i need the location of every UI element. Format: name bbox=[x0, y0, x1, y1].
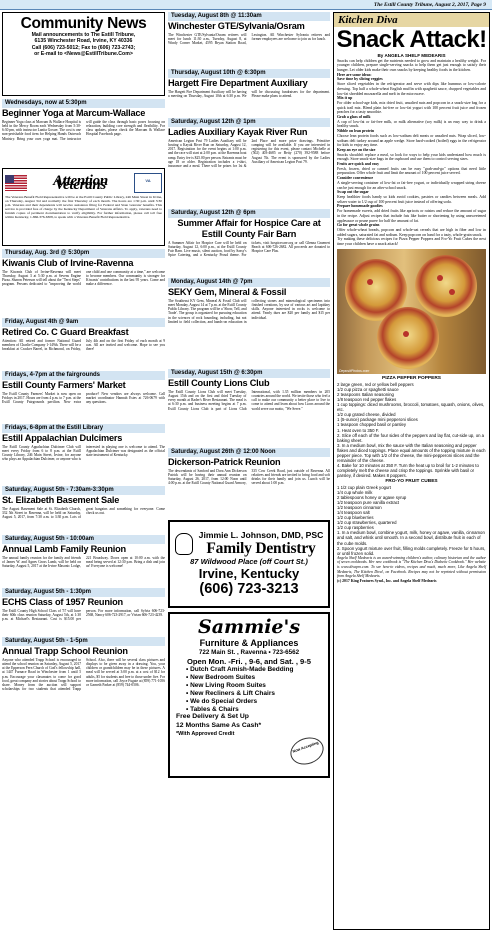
tip-heading: Go for great whole grains bbox=[337, 223, 380, 228]
event-item bbox=[2, 588, 165, 634]
tips-list bbox=[334, 77, 489, 237]
recipe-line: 1. Heat oven to 350 F. bbox=[337, 427, 380, 433]
event-item bbox=[2, 99, 165, 165]
event-date: Thursday, Aug. 3rd @ 5:30pm bbox=[2, 249, 165, 258]
event-body: The Estill County High School Class of '57 will have their 60th class reunion Saturday, August 5th, at 1:30 p.m. at Michael's Restaurant. Cost is $15.00 per person. For more information, call Sylvia 606-723-2568, Nancy 606-723-2917, or Vivian 606-723-4239. bbox=[2, 609, 165, 622]
contact-line: 6135 Winchester Road, Irvine, KY 40336 bbox=[34, 38, 133, 45]
event-item bbox=[2, 637, 165, 738]
community-news-masthead bbox=[2, 12, 165, 96]
store-address: 722 Main St. , Ravenna • 723-6562 bbox=[198, 649, 300, 656]
tip-body: Snacks shouldn't replace a meal, so look for ways to help your kids understand how much is enough. Store snack-size bags in the cupboard and use them to control serving sizes. bbox=[337, 152, 486, 162]
event-body: The Southeast KY Gem, Mineral & Fossil Club will meet Monday, August 14 at 7 p.m. at the Estill County Public Library. The program will be a 'Show, Tell, and Trade'. The group is organized for pursuing education in the sciences of rock hounding, including, but not limited to field collection, and hands-on education in collecting stones and mineralogical specimens into finished creations, by use of various art and lapidary skills. Anyone interested in rocks is welcome to attend. Yearly dues are $20 per family and $15 per individual. bbox=[168, 299, 330, 324]
store-item: • New Living Room Suites bbox=[186, 681, 266, 689]
event-title: ECHS Class of 1957 Reunion bbox=[2, 597, 123, 607]
veterans-body: The Veterans Benefit Field Representative will be at the Estill County Public Library, 246 Main Street in Irvine, on Thursday, August 3rd and normally the first Thursday of each month. The hours are 1:30 p.m. until 3:30 p.m. Veterans and their dependents will receive assistance filing for Federal and State veterans' benefits. This service is provided free of charge by the Kentucky Department of Veterans Affairs. To apply, veterans need to furnish copies of pertinent documentation to verify eligibility. For further information, please call toll free within Kentucky, 1-866-376-6308, to speak with a Veterans Benefit Field Representative. bbox=[5, 195, 162, 220]
tip-body: Store sliced vegetables in the refrigerator and serve with dips like hummus or low-calorie dressing. Top half a whole-wheat English muffin with spaghetti sauce, chopped vegetables and low-fat shredded mozzarella and melt in the microwave. bbox=[337, 82, 486, 96]
recipe-title: PIZZA PEPPER POPPERS bbox=[382, 375, 441, 381]
recipe-line: 1 teaspoon chopped basil or parsley bbox=[337, 422, 407, 428]
community-news-title: Community News bbox=[20, 15, 147, 32]
event-item bbox=[168, 69, 330, 115]
event-date: Monday, August 14th @ 7pm bbox=[168, 278, 330, 287]
event-item bbox=[2, 318, 165, 368]
recipe-line: 1/2 teaspoon pure vanilla extract bbox=[337, 499, 400, 505]
event-title: Annual Trapp School Reunion bbox=[2, 646, 128, 656]
author-footnote: Angela Shelf Medearis is an award-winning children's author, culinary historian and the author of seven cookbooks. Her new cookbook is "The Kitchen Diva's Diabetic Cookbook." Her website is www.divapro.com. To see how-to videos, recipes and much, much more, Like Angela Shelf Medearis, The Kitchen Diva!, on Facebook. Recipes may not be reprinted without permission from Angela Shelf Medearis. bbox=[337, 555, 486, 579]
event-body: The Estill County Lions Club will meet Tuesday, August 15th and on the first and third Tuesday of every month at Rader's River Restaurant. The meal is at 6:30 p.m. and business meeting begins at 7 p.m. Estill County Lions Club is part of Lions Club International, with 1.35 million members in 205 countries around the world. We invite those who feel a call to make our community a better place to live to come to attend and learn about how Lions around the world serve our motto, "We Serve." bbox=[168, 390, 330, 411]
tip-item bbox=[334, 176, 489, 190]
tip-body: Offer whole-wheat breads, popcorn and whole-oat cereals that are high in fiber and low in added sugars, saturated fat and sodium. Keep popcorn on hand for a tasty, whole-grain snack. bbox=[337, 227, 486, 237]
kitchen-intro: Snacks can help children get the nutrients needed to grow and maintain a healthy weight. For younger children, prepare single-serving snacks to help them get just enough to satisfy their hunger. Let older kids make their own snacks by keeping healthy foods in the kitchen. bbox=[337, 58, 486, 72]
store-item: • Dutch Craft Amish-Made Bedding bbox=[186, 666, 294, 673]
tip-heading: Fruits are quick and easy bbox=[337, 162, 380, 167]
tip-heading: Nibble on lean protein bbox=[337, 129, 375, 134]
store-hours: Open Mon. -Fri. , 9-6, and Sat. , 9-5 bbox=[186, 657, 312, 666]
event-body: The Hargett Fire Department Auxiliary will be having a meeting on Thursday, August 10th at 6:30 p.m. We will be discussing fundraisers for the department. Please make plans to attend. bbox=[168, 90, 330, 99]
event-item bbox=[168, 448, 330, 516]
store-item: • Tables & Chairs bbox=[186, 705, 239, 713]
event-body: The Kiwanis Club of Irvine-Ravenna will meet Thursday, August 3 at 5:30 p.m. at Sevens Engine Pizza. Sharon Peterson will tell about the "Terri Steps" program. Persons dedicated to "improving the world one child and one community at a time," are welcome to become members. Our community is stronger for Kiwanis' contributions in the last 95 years. Come and make a difference. bbox=[2, 270, 165, 287]
event-body: American Legion Post 79 Ladies Auxiliary will be hosting a Kayak River Run on Saturday, August 12, 2017. Registration for the event begins at 1:00 p.m. and the race will start at 2:00 p.m. at the Ravenna boat ramp. Entry fee is $25.00 per person. Entrants must be age 18 or older. Registration includes a t-shirt, insurance and a meal. There will be prizes for 1st & 2nd Place and more prize drawings. Primitive camping will be available. If you are interested in registering for this event, please contact Michelle at (502) 403-4685 or Betty (270) 392-9588 before August 7th. The event is sponsored by the Ladies Auxiliary of American Legion Post 79. bbox=[168, 139, 330, 168]
recipe-lines bbox=[337, 485, 486, 556]
event-item bbox=[168, 118, 330, 206]
event-date: Thursday, August 10th @ 6:30pm bbox=[168, 69, 330, 78]
recipe-line: 1/8 teaspoon red pepper flakes bbox=[337, 397, 397, 402]
event-title: Summer Affair for Hospice Care at Estill County Fair Barn bbox=[177, 218, 321, 239]
contact-line: or E-mail to <News@EstillTribune.Com> bbox=[34, 51, 133, 58]
kitchen-diva-banner: Kitchen Diva bbox=[334, 13, 489, 27]
recipe-line: 2. Spoon yogurt mixture over fruit, filling molds completely. Freeze for 5 hours, or until frozen solid. bbox=[337, 545, 486, 556]
tip-heading: Prepare homemade goodies bbox=[337, 204, 383, 209]
recipe-title: FRO-YO FRUIT CUBES bbox=[385, 478, 438, 484]
tip-item bbox=[334, 96, 489, 115]
recipe-line: 1/4 cup whole milk bbox=[337, 489, 373, 495]
tip-item bbox=[334, 148, 489, 162]
recipe-line: 2. Slice off each of the four sides of the peppers and lay flat, cut-side up, on a baking sheet. bbox=[337, 432, 485, 443]
store-credit: *With Approved Credit bbox=[176, 730, 235, 737]
tip-body: A cup of low-fat or fat-free milk, or milk alternative (soy milk) is an easy way to drink a healthy snack. bbox=[337, 119, 486, 129]
event-date: Wednesdays, now at 5:30pm bbox=[2, 99, 165, 108]
dentist-city: Irvine, Kentucky bbox=[198, 566, 300, 581]
event-date: Friday, August 4th @ 9am bbox=[2, 318, 165, 327]
recipe-line: 1/2 cup pizza or spaghetti sauce bbox=[337, 386, 399, 392]
kitchen-diva-title: Snack Attack! bbox=[336, 26, 487, 53]
recipe-line: 2 teaspoons Italian seasoning bbox=[337, 391, 394, 397]
recipe-line: 1 (5-ounce) package mini pepperoni slices bbox=[337, 417, 418, 423]
kitchen-diva-byline: By ANGELA SHELF MEDEARIS bbox=[377, 53, 446, 58]
event-title: St. Elizabeth Basement Sale bbox=[2, 495, 120, 505]
tip-body: Fresh, frozen, dried or canned fruits can be easy "grab-and-go" options that need little preparation. Offer whole fruit and limit the amount of 100 percent juice served. bbox=[337, 166, 486, 176]
dentist-ad bbox=[168, 520, 330, 608]
event-title: Beginner Yoga at Marcum-Wallace bbox=[2, 108, 146, 118]
event-item bbox=[2, 486, 165, 532]
tip-body: Choose lean protein foods such as low-sodium deli meats or unsalted nuts. Wrap sliced, low-sodium deli turkey around an apple wedge. Store hard-cooked (boiled) eggs in the refrigerator for kids to enjoy any time. bbox=[337, 133, 486, 148]
store-name: Sammie's bbox=[197, 616, 301, 638]
event-item bbox=[2, 535, 165, 585]
store-terms: 12 Months Same As Cash* bbox=[176, 721, 262, 729]
tooth-icon bbox=[175, 533, 193, 555]
recipe-line: 1. In a medium bowl, combine yogurt, milk, honey or agave, vanilla, cinnamon and salt, and whisk until smooth. In a second bowl, distribute fruit in each of the cube molds. bbox=[337, 530, 485, 546]
column-left bbox=[2, 12, 165, 930]
event-title: Winchester GTE/Sylvania/Osram bbox=[168, 21, 305, 31]
event-body: Anyone who attended Trapp School is encouraged to attend the school reunion on Saturday, August 5, 2017 at the Epperson Fern Church of God's fellowship hall, at 1447 Furnace Road in Winchester from 1 until 5 p.m. Encourage your classmates to come for good food, great company and stories about Trapp School to share. Money from the auction will support scholarships for two students that attended Trapp School. Also, there will be several class pictures and displays to be given away in a drawing. You, your children or grandchildren may be in these pictures. A meal will be served at 3:00 p.m. at a cost of $12 for adults, $5 for students and free to those under five. For more information, call Joyce Fugate at (859) 771-1056 or Garneth Parker at (859) 744-0506. bbox=[2, 658, 165, 692]
tip-item bbox=[334, 77, 489, 96]
tip-heading: Save time by slicing veggies bbox=[337, 77, 383, 82]
tip-body: For homemade sweets, add dried fruits like apricots or raisins and reduce the amount of sugar in the recipe. Adjust recipes that include fats like butter or shortening by using unsweetened applesauce or prune puree for half the amount of fat. bbox=[337, 209, 486, 223]
dentist-address: 87 Wildwood Place (off Court St.) bbox=[190, 557, 308, 566]
recipe-line: 2 tablespoons honey or agave syrup bbox=[337, 494, 407, 500]
store-subtitle: Furniture & Appliances bbox=[199, 638, 299, 648]
event-date: Saturday, August 5th - 1:30pm bbox=[2, 588, 165, 597]
event-item bbox=[168, 12, 330, 66]
tip-item bbox=[334, 204, 489, 223]
event-body: Attention: All retired and former National Guard members of Charlie Company 1-149th. There will be a breakfast at Cracker Barrel, in Richmond, on Friday, July 4th and on the first Friday of each month at 9 a.m. All are invited and welcome. Hope to see you there! bbox=[2, 339, 165, 352]
tip-body: Keep healthier foods handy so kids avoid cookies, pastries or candies between meals. Add seltzer water to 1/2 cup of 100 percent fruit juice instead of offering soda. bbox=[337, 194, 486, 204]
pepper-popper-image bbox=[415, 255, 477, 317]
tips-title: Here are some ideas: bbox=[337, 72, 372, 77]
tip-heading: Consider convenience bbox=[337, 176, 374, 181]
event-title: Retired Co. C Guard Breakfast bbox=[2, 327, 129, 337]
event-date: Saturday, August 5th - 1-5pm bbox=[2, 637, 165, 646]
tip-heading: Grab a glass of milk bbox=[337, 115, 371, 120]
contact-line: Call (606) 723-5012; Fax to (606) 723-2743; bbox=[31, 44, 136, 51]
event-body: A Summer Affair for Hospice Care will be held on Saturday, August 12, 6:00 p.m., at the Estill County Fair Barn. Live music, silent auction, food by Sassy's Spice Catering, and a Kentucky Proud theme. For tickets, visit hospicecare.org or call Glenna Gruenert Beach at 606-726-2682. All proceeds are donated to Hospice Care Plus. bbox=[168, 241, 330, 258]
event-title: Estill Appalachian Dulcimers bbox=[2, 433, 123, 443]
event-body: The Estill County Appalachian Dulcimer Club will meet every Friday from 6 to 8 p.m. at the Estill County Library, 246 Main Street, Irvine, for anyone who plays an Appalachian Dulcimer, or anyone who is interested in playing one is welcome to attend. The Appalachian Dulcimer was designated as the official state instrument of Kentucky. bbox=[2, 445, 165, 462]
event-title: Annual Lamb Family Reunion bbox=[2, 544, 126, 554]
recipe-line: 1/2 cup blueberries bbox=[337, 515, 374, 521]
tip-body: For older school-age kids, mix dried fruit, unsalted nuts and popcorn in a snack-size bag for a quick trail mix. Blend plain fat-free or low-fat yogurt with 100 percent fruit juice and frozen peaches for a tasty smoothie. bbox=[337, 100, 486, 115]
page-header: The Estill County Tribune, August 2, 2017, Page 9 bbox=[0, 0, 492, 10]
copyright: (c) 2017 King Features Synd., Inc. and Angela Shelf Medearis bbox=[337, 578, 437, 583]
column-middle bbox=[168, 12, 330, 930]
recipe-line: 1/2 cup raspberries bbox=[337, 525, 374, 531]
event-body: The August Basement Sale at St. Elizabeth Church, 332 5th Street in Ravenna, will be held on Saturday, August 5, 2017, from 7:30 a.m. to 3:30 p.m. Lots of great bargains and something for everyone. Come check us out. bbox=[2, 507, 165, 520]
veterans-title: Attention Veterans bbox=[53, 172, 108, 193]
event-date: Fridays, 4-7pm at the fairgrounds bbox=[2, 371, 165, 380]
tip-item bbox=[334, 129, 489, 148]
tip-item bbox=[334, 162, 489, 176]
event-date: Fridays, 6-8pm at the Estill Library bbox=[2, 424, 165, 433]
event-date: Saturday, August 26th @ 12:00 Noon bbox=[168, 448, 330, 457]
tip-item bbox=[334, 115, 489, 129]
tip-item bbox=[334, 223, 489, 237]
event-title: Estill County Farmers' Market bbox=[2, 380, 126, 390]
recipe-pizza-pepper-poppers bbox=[334, 376, 489, 556]
event-item bbox=[2, 249, 165, 315]
pizza-popper-photo bbox=[337, 249, 486, 374]
event-body: The Estill County Farmers' Market is now open on Fridays in 2017. Hours are from 4 p.m. to 7 p.m. at the Estill County Fairgrounds pavilion. New extra produce? New vendors are always welcome. Call market coordinator Hannah Estes at 726-0679 with any questions. bbox=[2, 392, 165, 405]
tip-heading: Swap out the sugar bbox=[337, 190, 369, 195]
event-item bbox=[168, 209, 330, 275]
pepper-popper-image bbox=[377, 307, 439, 369]
dentist-phone: (606) 723-3213 bbox=[199, 581, 299, 597]
store-item: • We do Special Orders bbox=[186, 697, 258, 705]
event-item bbox=[2, 424, 165, 483]
dentist-practice: Family Dentistry bbox=[206, 540, 316, 557]
event-date: Tuesday, August 15th @ 6:30pm bbox=[168, 369, 330, 378]
event-title: Hargett Fire Department Auxiliary bbox=[168, 78, 308, 88]
event-date: Saturday, August 12th @ 1pm bbox=[168, 118, 330, 127]
recipe-line: 1/2 cup grated cheese, divided bbox=[337, 412, 396, 418]
tip-item bbox=[334, 190, 489, 204]
recipe-line: 4. Bake for 10 minutes at 350 F. Turn the heat up to broil for 1-2 minutes to completely melt the cheese and crisp the toppings. Sprinkle with basil or parsley, if desired. Makes 8 poppers. bbox=[337, 463, 479, 479]
credit-cards-icon: Now Accepting bbox=[287, 733, 328, 769]
recipe-lines bbox=[337, 382, 486, 479]
event-item bbox=[168, 369, 330, 445]
event-title: Dickerson-Patrick Reunion bbox=[168, 457, 281, 467]
kitchen-diva-column bbox=[333, 12, 490, 930]
contact-line: Mail announcements to The Estill Tribune, bbox=[31, 32, 136, 38]
event-title: Estill County Lions Club bbox=[168, 378, 270, 388]
kitchen-outro: Try making these delicious recipes for Pizza Pepper Poppers and Fro-Yo Fruit Cubes the next time your children have a snack attack! bbox=[337, 237, 486, 247]
store-delivery: Free Delivery & Set Up bbox=[176, 713, 249, 721]
tip-heading: Keep an eye on the size bbox=[337, 147, 376, 152]
dentist-name: Jimmie L. Johnson, DMD, PSC bbox=[198, 530, 324, 540]
event-body: The Winchester GTE/Sylvania/Osram retirees will meet for lunch 11:30 a.m., Tuesday, August 8, at Windy Corner Market, 4595 Bryan Station Road, Lexington. All Winchester Sylvania retirees and former employees are welcome to join us for lunch. bbox=[168, 33, 330, 46]
recipe-line: 1/2 teaspoon cinnamon bbox=[337, 504, 382, 510]
event-date: Tuesday, August 8th @ 11:30am bbox=[168, 12, 330, 21]
recipe-line: 1 1/2 cup plain Greek yogurt bbox=[337, 484, 391, 490]
recipe-line: 3. In a medium bowl, mix the sauce with the Italian seasoning and pepper flakes and diced toppings. Place equal amounts of the topping mixture in each pepper piece. Top with 1/2 of the cheese, the mini-pepperoni slices and the remainder of the cheese. bbox=[337, 442, 486, 464]
veterans-notice bbox=[2, 168, 165, 246]
photo-credit: DepositPhotos.com bbox=[339, 368, 370, 373]
american-flag-icon bbox=[5, 175, 27, 191]
event-item bbox=[168, 278, 330, 366]
store-item: • New Bedroom Suites bbox=[186, 673, 256, 681]
event-date: Saturday, August 5th - 7:30am-3:30pm bbox=[2, 486, 165, 495]
recipe-line: 1 cup toppings: diced mushrooms, broccoli, tomatoes, squash, onions, olives, etc. bbox=[337, 402, 485, 413]
va-logo-icon: VA bbox=[134, 173, 162, 193]
store-item: • New Recliners & Lift Chairs bbox=[186, 689, 275, 697]
event-title: Ladies Auxiliary Kayak River Run bbox=[168, 127, 308, 137]
recipe-line: 2 large green, red or yellow bell peppers bbox=[337, 381, 414, 387]
event-body: Beginner Yoga class at Marcum & Wallace Hospital is held in the Mercy Room each Wednesday from 5:30-6:30 pm, with instructor Lanita Gosser. The cost is one non-perishable food item for Helping Hands Outreach Ministry. Bring your own yoga mat. The instructor will guide the class through basic poses focusing on relaxation, building core strength and flexibility. For class updates, please check the Marcum & Wallace Hospital Facebook page. bbox=[2, 120, 165, 141]
event-title: Kiwanis Club of Irvine-Ravenna bbox=[2, 258, 134, 268]
event-date: Saturday, August 5th - 10:00am bbox=[2, 535, 165, 544]
store-items bbox=[172, 666, 326, 713]
event-title: SEKY Gem, Mineral & Fossil bbox=[168, 287, 287, 297]
tip-heading: Mix it up bbox=[337, 96, 353, 101]
tip-body: A single-serving container of low-fat or fat-free yogurt, or individually wrapped string cheese can be just enough for an after-school snack. bbox=[337, 180, 486, 190]
event-body: The annual family reunion for the family and friends of James W. and Agnes Gross Lamb, will be held on Saturday, August 5, 2017 at the Irvine Masonic Lodge, 221 Broadway. Doors open at 10:00 a.m. with the meal being served at 12:30 p.m. Bring a dish and join us! Everyone is welcome! bbox=[2, 556, 165, 569]
recipe-line: 1/4 teaspoon salt bbox=[337, 509, 370, 515]
event-body: The descendants of Sanford and Dora Ann Dickerson Patrick will be having their annual reunion on Saturday, August 26, 2017, from 12:00 Noon until 4:00 p.m. at the Estill County National Guard Armory, 335 Cow Creek Road, just outside of Ravenna. All relatives and friends are invited to bring food and soft drinks for their family and join us. Lunch will be served about 1:00 p.m. bbox=[168, 469, 330, 486]
event-item bbox=[2, 371, 165, 421]
event-date: Saturday, August 12th @ 6pm bbox=[168, 209, 330, 218]
recipe-line: 1/2 cup strawberries, quartered bbox=[337, 520, 397, 526]
furniture-ad bbox=[168, 612, 330, 778]
